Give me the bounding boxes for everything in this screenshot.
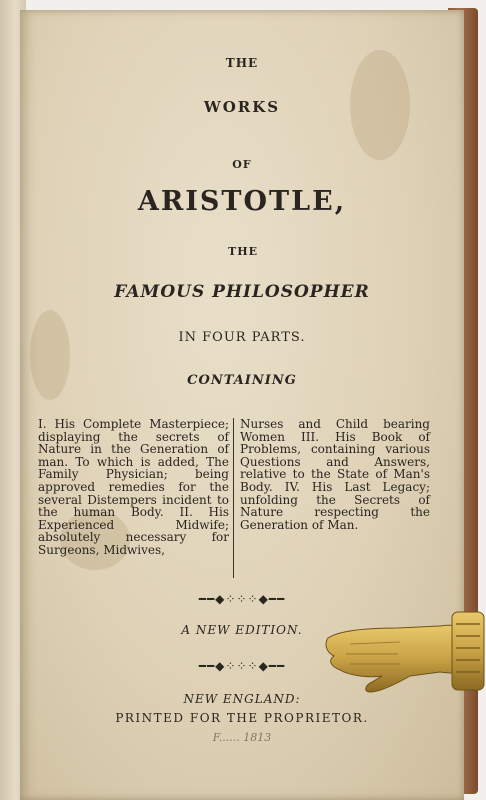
title-the-2: THE: [228, 245, 258, 258]
ornament-rule-bottom: ━━◆⁘⁘⁘◆━━: [198, 659, 286, 673]
title-the: THE: [225, 56, 259, 70]
imprint-printer: PRINTED FOR THE PROPRIETOR.: [115, 711, 369, 725]
ornament-rule-top: ━━◆⁘⁘⁘◆━━: [198, 592, 286, 606]
title-of: OF: [232, 158, 252, 171]
title-containing: CONTAINING: [187, 373, 297, 388]
contents-left-column: I. His Complete Masterpiece; displaying the secrets of Nature in the Generation of man. To which is added, The Family Physician; being approved remedies for the several Distempers incident to the human Body. II. His Experienced Midwife; absolutely necessary for Surgeons, Midwives,: [38, 417, 229, 557]
title-epithet: FAMOUS PHILOSOPHER: [114, 282, 370, 302]
contents-right-column: Nurses and Child bearing Women III. His Book of Problems, containing various Questions and Answers, relative to the State of Man's Body. IV. His Last Legacy; unfolding the Secrets of Nature respecting the Generation of Man.: [240, 417, 430, 532]
title-works: WORKS: [203, 98, 281, 116]
title-author: ARISTOTLE,: [137, 186, 347, 217]
brass-hand-clip-icon: [320, 604, 486, 700]
edition-statement: A NEW EDITION.: [181, 623, 303, 637]
ownership-signature: F...... 1813: [212, 731, 272, 744]
imprint-place: NEW ENGLAND:: [183, 692, 301, 706]
title-parts: IN FOUR PARTS.: [178, 330, 306, 345]
column-divider: [233, 418, 234, 578]
